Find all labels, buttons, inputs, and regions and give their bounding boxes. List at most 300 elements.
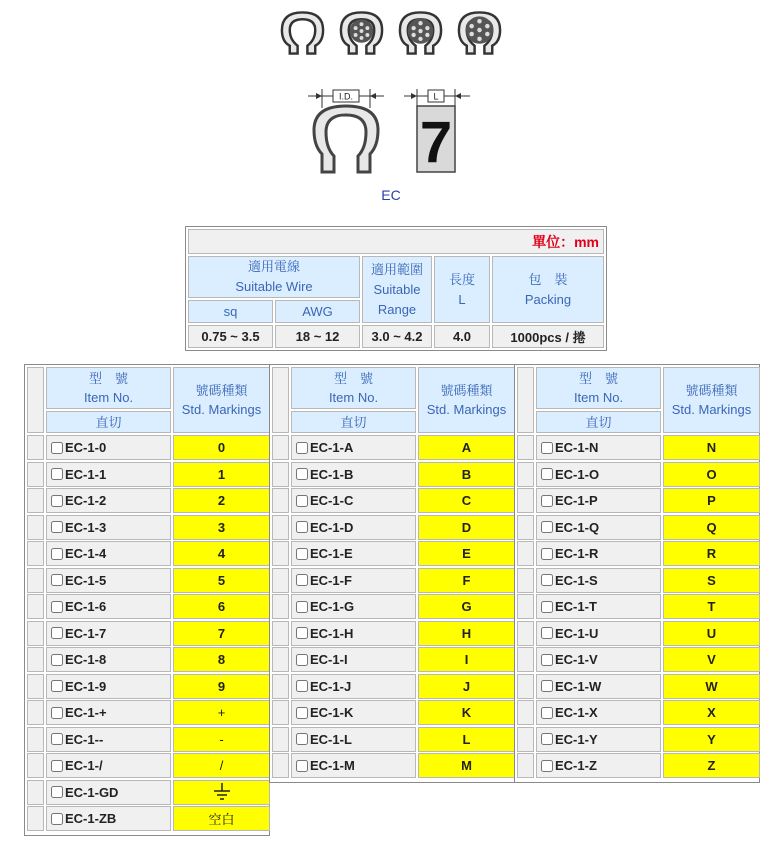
marking-value — [663, 541, 760, 566]
row-spacer — [27, 621, 44, 646]
item-checkbox[interactable] — [296, 733, 308, 745]
item-checkbox[interactable] — [51, 654, 63, 666]
marking-value — [173, 435, 270, 460]
item-checkbox[interactable] — [51, 760, 63, 772]
marking-value — [173, 594, 270, 619]
marking-value — [663, 435, 760, 460]
marking-text: 0 — [217, 440, 226, 455]
item-number: EC-1-M — [310, 758, 355, 773]
marking-value — [173, 568, 270, 593]
straight-cut-label: 直切 — [340, 414, 367, 430]
header-spacer — [517, 367, 534, 433]
item-checkbox[interactable] — [51, 601, 63, 613]
straight-cut-header — [291, 411, 416, 433]
packing-value: 1000pcs / 捲 — [492, 325, 604, 348]
item-checkbox[interactable] — [541, 495, 553, 507]
sample-marking: 7 — [419, 110, 453, 175]
row-spacer — [272, 462, 289, 487]
row-spacer — [27, 674, 44, 699]
marking-text: V — [707, 652, 716, 667]
marking-value — [418, 594, 515, 619]
marking-value — [418, 727, 515, 752]
row-spacer — [517, 462, 534, 487]
marking-value — [418, 647, 515, 672]
marking-value — [418, 462, 515, 487]
item-number: EC-1-5 — [65, 572, 107, 588]
item-row[interactable] — [46, 462, 171, 487]
item-checkbox[interactable] — [296, 760, 308, 772]
item-checkbox[interactable] — [296, 548, 308, 560]
marking-text: C — [461, 493, 472, 508]
marking-value — [418, 674, 515, 699]
row-spacer — [272, 753, 289, 778]
markings-cn: 號碼種類 — [685, 383, 738, 398]
item-row[interactable] — [46, 488, 171, 513]
packing-header — [492, 256, 604, 323]
item-number: EC-1-3 — [65, 519, 107, 535]
marking-text: N — [706, 440, 717, 455]
item-row[interactable] — [46, 753, 171, 778]
marking-text: P — [707, 493, 716, 508]
item-checkbox[interactable] — [51, 813, 63, 825]
row-spacer — [517, 541, 534, 566]
item-row[interactable] — [291, 647, 416, 672]
marking-value — [173, 462, 270, 487]
marking-text: 7 — [217, 625, 226, 641]
marking-value — [418, 515, 515, 540]
item-checkbox[interactable] — [541, 468, 553, 480]
marking-text: B — [461, 466, 472, 482]
item-row[interactable] — [291, 594, 416, 619]
item-row[interactable] — [536, 621, 661, 646]
marker-with-wire-icon — [455, 6, 504, 60]
item-number: EC-1-Q — [555, 519, 600, 535]
marking-value — [663, 568, 760, 593]
item-number: EC-1-I — [310, 652, 348, 667]
item-row[interactable] — [536, 435, 661, 460]
item-checkbox[interactable] — [541, 760, 553, 772]
marking-text: K — [461, 705, 472, 720]
item-number: EC-1-8 — [65, 652, 107, 667]
item-checkbox[interactable] — [296, 521, 308, 533]
marking-value — [663, 674, 760, 699]
range-cn: 適用範圍 — [370, 261, 423, 277]
item-number: EC-1-Z — [555, 758, 597, 773]
dimension-diagram — [300, 86, 490, 186]
marking-text: X — [707, 705, 716, 720]
item-number: EC-1-L — [310, 731, 352, 747]
header-spacer — [27, 367, 44, 433]
marking-value — [173, 647, 270, 672]
item-row[interactable] — [536, 568, 661, 593]
marking-value — [663, 462, 760, 487]
item-checkbox[interactable] — [541, 574, 553, 586]
l-label: L — [433, 91, 439, 102]
marking-value — [663, 515, 760, 540]
straight-cut-label: 直切 — [585, 414, 612, 430]
marking-text: I — [464, 652, 469, 667]
marking-value — [663, 700, 760, 725]
marking-text: O — [706, 466, 717, 482]
marking-value — [173, 700, 270, 725]
item-checkbox[interactable] — [51, 733, 63, 745]
packing-en: Packing — [524, 291, 572, 307]
item-number: EC-1-+ — [65, 705, 107, 720]
item-checkbox[interactable] — [296, 707, 308, 719]
row-spacer — [27, 515, 44, 540]
row-spacer — [27, 488, 44, 513]
marking-text: Z — [707, 758, 716, 773]
marking-value — [418, 568, 515, 593]
item-row[interactable] — [291, 488, 416, 513]
item-number: EC-1-F — [310, 572, 352, 588]
item-no-header — [46, 367, 171, 409]
suitable-wire-header — [188, 256, 360, 298]
item-no-cn: 型 號 — [333, 371, 373, 386]
item-checkbox[interactable] — [541, 601, 553, 613]
item-number: EC-1-R — [555, 546, 599, 561]
item-checkbox[interactable] — [51, 786, 63, 798]
item-no-cn: 型 號 — [88, 371, 128, 386]
item-number: EC-1-- — [65, 731, 104, 747]
marking-text: E — [462, 546, 471, 561]
row-spacer — [27, 753, 44, 778]
sq-header: sq — [188, 300, 273, 323]
item-number: EC-1-0 — [65, 440, 107, 455]
marking-value — [173, 621, 270, 646]
row-spacer — [517, 621, 534, 646]
item-number: EC-1-4 — [65, 546, 107, 561]
item-number: EC-1-/ — [65, 758, 103, 773]
awg-header: AWG — [275, 300, 360, 323]
item-number: EC-1-C — [310, 493, 354, 508]
item-number: EC-1-B — [310, 466, 354, 482]
item-row[interactable] — [291, 462, 416, 487]
markings-en: Std. Markings — [426, 402, 507, 417]
item-row[interactable] — [536, 515, 661, 540]
item-no-cn: 型 號 — [578, 371, 618, 386]
item-row[interactable] — [291, 568, 416, 593]
ground-symbol-icon — [213, 782, 231, 802]
packing-cn: 包 裝 — [528, 271, 568, 287]
row-spacer — [517, 753, 534, 778]
straight-cut-header — [46, 411, 171, 433]
marking-text: M — [461, 758, 472, 773]
item-row[interactable] — [291, 700, 416, 725]
item-checkbox[interactable] — [51, 495, 63, 507]
item-group — [514, 364, 760, 783]
row-spacer — [272, 700, 289, 725]
row-spacer — [272, 727, 289, 752]
row-spacer — [517, 674, 534, 699]
item-number: EC-1-9 — [65, 678, 107, 694]
item-no-en: Item No. — [573, 390, 624, 405]
item-row[interactable] — [536, 700, 661, 725]
row-spacer — [27, 700, 44, 725]
std-markings-header — [173, 367, 270, 433]
item-row[interactable] — [46, 700, 171, 725]
item-row[interactable] — [46, 647, 171, 672]
row-spacer — [272, 594, 289, 619]
item-checkbox[interactable] — [541, 627, 553, 639]
marking-text: A — [461, 440, 472, 455]
item-row[interactable] — [536, 594, 661, 619]
item-group — [24, 364, 270, 836]
item-number: EC-1-E — [310, 546, 353, 561]
spec-table — [185, 226, 607, 351]
row-spacer — [272, 488, 289, 513]
item-row[interactable] — [46, 621, 171, 646]
item-checkbox[interactable] — [51, 574, 63, 586]
item-row[interactable] — [46, 727, 171, 752]
marking-value — [173, 541, 270, 566]
marker-empty-icon — [278, 6, 327, 60]
marking-text: 1 — [217, 466, 226, 482]
suitable-wire-en: Suitable Wire — [235, 279, 313, 294]
suitable-range-header — [362, 256, 432, 323]
row-spacer — [517, 727, 534, 752]
item-checkbox[interactable] — [296, 654, 308, 666]
range-en2: Range — [377, 301, 417, 317]
marking-value — [663, 488, 760, 513]
item-row[interactable] — [291, 515, 416, 540]
markings-en: Std. Markings — [181, 402, 262, 417]
item-checkbox[interactable] — [541, 680, 553, 692]
marking-value — [173, 753, 270, 778]
unit-label: 單位：mm — [188, 229, 604, 254]
item-checkbox[interactable] — [51, 442, 63, 454]
item-checkbox[interactable] — [541, 521, 553, 533]
series-caption: EC — [381, 187, 401, 203]
range-en1: Suitable — [373, 281, 421, 297]
marking-text: J — [462, 678, 471, 694]
straight-cut-label: 直切 — [95, 414, 122, 430]
item-row[interactable] — [46, 780, 171, 805]
row-spacer — [517, 700, 534, 725]
item-tables — [24, 364, 764, 834]
row-spacer — [517, 647, 534, 672]
marking-value — [173, 806, 270, 831]
item-row[interactable] — [536, 753, 661, 778]
marking-value — [418, 541, 515, 566]
marking-text: T — [707, 599, 716, 614]
marking-text: + — [217, 705, 226, 720]
row-spacer — [517, 568, 534, 593]
item-checkbox[interactable] — [541, 548, 553, 560]
item-number: EC-1-A — [310, 440, 354, 455]
marking-value — [663, 647, 760, 672]
marking-text: 6 — [217, 599, 226, 614]
marking-value — [418, 753, 515, 778]
item-checkbox[interactable] — [296, 680, 308, 692]
item-number: EC-1-H — [310, 625, 354, 641]
item-checkbox[interactable] — [296, 495, 308, 507]
straight-cut-header — [536, 411, 661, 433]
item-no-en: Item No. — [328, 390, 379, 405]
marking-text: 2 — [217, 493, 226, 508]
row-spacer — [27, 647, 44, 672]
item-row[interactable] — [536, 647, 661, 672]
row-spacer — [517, 435, 534, 460]
marking-value — [173, 727, 270, 752]
item-row[interactable] — [291, 674, 416, 699]
item-number: EC-1-U — [555, 625, 599, 641]
row-spacer — [27, 594, 44, 619]
marking-value — [663, 621, 760, 646]
item-row[interactable] — [46, 515, 171, 540]
awg-value: 18 ~ 12 — [275, 325, 360, 348]
item-number: EC-1-Y — [555, 731, 598, 747]
marking-text: 9 — [217, 678, 226, 694]
item-row[interactable] — [46, 806, 171, 831]
marker-with-wire-icon — [396, 6, 445, 60]
item-number: EC-1-2 — [65, 493, 107, 508]
item-checkbox[interactable] — [51, 627, 63, 639]
markings-en: Std. Markings — [671, 402, 752, 417]
sq-value: 0.75 ~ 3.5 — [188, 325, 273, 348]
item-row[interactable] — [536, 462, 661, 487]
marking-text: W — [705, 678, 718, 694]
item-checkbox[interactable] — [51, 468, 63, 480]
row-spacer — [272, 435, 289, 460]
item-number: EC-1-6 — [65, 599, 107, 614]
item-no-header — [291, 367, 416, 409]
item-checkbox[interactable] — [51, 548, 63, 560]
marking-text: U — [706, 625, 717, 641]
row-spacer — [272, 647, 289, 672]
marking-text: G — [461, 599, 472, 614]
item-number: EC-1-G — [310, 599, 355, 614]
item-number: EC-1-D — [310, 519, 354, 535]
header-spacer — [272, 367, 289, 433]
item-checkbox[interactable] — [541, 442, 553, 454]
marking-text: L — [462, 731, 471, 747]
marking-text: S — [707, 572, 716, 588]
marking-text: 8 — [217, 652, 226, 667]
marking-text: D — [461, 519, 472, 535]
marking-value — [663, 727, 760, 752]
item-row[interactable] — [536, 674, 661, 699]
row-spacer — [27, 727, 44, 752]
marking-value — [173, 674, 270, 699]
row-spacer — [517, 594, 534, 619]
row-spacer — [272, 515, 289, 540]
marking-text: Y — [707, 731, 716, 747]
item-number: EC-1-ZB — [65, 811, 117, 826]
marking-text: 5 — [217, 572, 226, 588]
item-row[interactable] — [46, 568, 171, 593]
item-number: EC-1-J — [310, 678, 352, 694]
item-row[interactable] — [536, 541, 661, 566]
item-row[interactable] — [291, 753, 416, 778]
row-spacer — [27, 780, 44, 805]
item-row[interactable] — [46, 674, 171, 699]
item-row[interactable] — [291, 727, 416, 752]
item-number: EC-1-GD — [65, 784, 119, 800]
row-spacer — [27, 806, 44, 831]
markings-cn: 號碼種類 — [195, 383, 248, 398]
row-spacer — [272, 541, 289, 566]
marking-text: 4 — [217, 546, 226, 561]
item-number: EC-1-K — [310, 705, 354, 720]
item-no-en: Item No. — [83, 390, 134, 405]
marking-text: 空白 — [208, 812, 235, 827]
row-spacer — [27, 568, 44, 593]
row-spacer — [272, 621, 289, 646]
length-value: 4.0 — [434, 325, 490, 348]
item-checkbox[interactable] — [296, 601, 308, 613]
row-spacer — [27, 435, 44, 460]
item-checkbox[interactable] — [541, 654, 553, 666]
ground-symbol-icon — [173, 780, 270, 805]
item-no-header — [536, 367, 661, 409]
item-number: EC-1-O — [555, 466, 600, 482]
item-checkbox[interactable] — [296, 468, 308, 480]
item-row[interactable] — [46, 541, 171, 566]
length-cn: 長度 — [448, 271, 475, 287]
item-number: EC-1-S — [555, 572, 598, 588]
row-spacer — [27, 462, 44, 487]
item-number: EC-1-T — [555, 599, 597, 614]
item-number: EC-1-P — [555, 493, 598, 508]
item-checkbox[interactable] — [51, 680, 63, 692]
item-number: EC-1-V — [555, 652, 598, 667]
marking-value — [418, 621, 515, 646]
item-row[interactable] — [291, 621, 416, 646]
item-group — [269, 364, 515, 783]
item-checkbox[interactable] — [296, 627, 308, 639]
marking-value — [663, 753, 760, 778]
row-spacer — [517, 488, 534, 513]
range-value: 3.0 ~ 4.2 — [362, 325, 432, 348]
std-markings-header — [663, 367, 760, 433]
marking-text: / — [219, 758, 224, 773]
marking-text: R — [706, 546, 717, 561]
row-spacer — [272, 674, 289, 699]
marking-value — [418, 435, 515, 460]
marking-value — [418, 700, 515, 725]
item-checkbox[interactable] — [51, 707, 63, 719]
item-checkbox[interactable] — [51, 521, 63, 533]
item-checkbox[interactable] — [541, 707, 553, 719]
length-header — [434, 256, 490, 323]
item-row[interactable] — [536, 727, 661, 752]
marking-value — [173, 515, 270, 540]
suitable-wire-cn: 適用電線 — [247, 259, 300, 274]
markings-cn: 號碼種類 — [440, 383, 493, 398]
length-en: L — [458, 291, 466, 307]
marker-with-wire-icon — [337, 6, 386, 60]
id-label: I.D. — [338, 91, 354, 102]
marking-text: - — [219, 731, 224, 747]
item-row[interactable] — [291, 541, 416, 566]
item-row[interactable] — [46, 435, 171, 460]
item-checkbox[interactable] — [541, 733, 553, 745]
item-row[interactable] — [536, 488, 661, 513]
row-spacer — [27, 541, 44, 566]
item-checkbox[interactable] — [296, 574, 308, 586]
item-number: EC-1-7 — [65, 625, 107, 641]
marking-value — [418, 488, 515, 513]
item-number: EC-1-1 — [65, 466, 107, 482]
item-checkbox[interactable] — [296, 442, 308, 454]
item-row[interactable] — [291, 435, 416, 460]
product-thumbnails — [278, 6, 504, 60]
row-spacer — [272, 568, 289, 593]
marking-text: 3 — [217, 519, 226, 535]
item-row[interactable] — [46, 594, 171, 619]
marking-value — [173, 488, 270, 513]
